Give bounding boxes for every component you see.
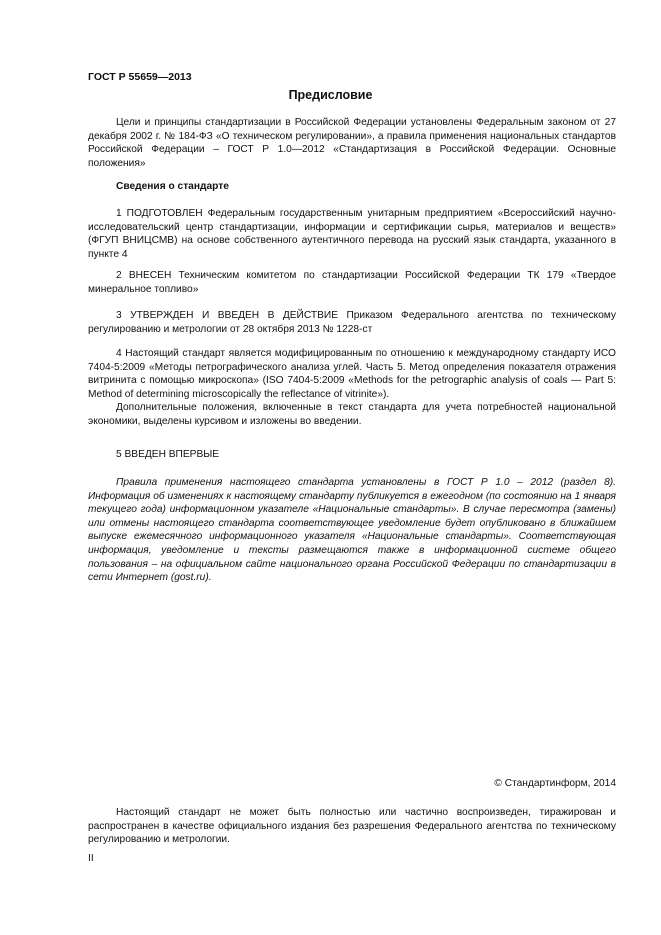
item-4-text: 4 Настоящий стандарт является модифицированным по отношению к международному стандарту ИСО 7404-5:2009 «Методы петрографического анализа углей. Часть 5. Метод определения показателя отражения витринита с помощью микроскопа» (ISO 7404-5:2009 «Methods for the petrographic analysis of coals — Part 5: Method of determining microscopically the reflectance of vitrinite»). <box>88 348 616 400</box>
page-title: Предисловие <box>288 88 373 102</box>
item-4 <box>88 347 616 429</box>
copyright-line: © Стандартинформ, 2014 <box>494 778 616 789</box>
item-3 <box>88 309 616 336</box>
intro-paragraph <box>88 116 616 170</box>
item-1-text: 1 ПОДГОТОВЛЕН Федеральным государственным унитарным предприятием «Всероссийский научно-исследовательский центр стандартизации, информации и сертификации сырья, материалов и веществ» (ФГУП ВНИЦСМВ) на основе собственного аутентичного перевода на русский язык стандарта, указанного в пункте 4 <box>88 208 616 260</box>
item-2 <box>88 269 616 296</box>
item-4-extra-text: Дополнительные положения, включенные в текст стандарта для учета потребностей национальной экономики, выделены курсивом и изложены во введении. <box>88 402 616 427</box>
reproduction-note-text: Настоящий стандарт не может быть полностью или частично воспроизведен, тиражирован и распространен в качестве официального издания без разрешения Федерального агентства по техническому регулированию и метрологии. <box>88 807 616 846</box>
intro-text: Цели и принципы стандартизации в Российской Федерации установлены Федеральным законом от 27 декабря 2002 г. № 184-ФЗ «О техническом регулировании», а правила применения национальных стандартов Российской Федерации – ГОСТ Р 1.0—2012 «Стандартизация в Российской Федерации. Основные положения» <box>88 117 616 169</box>
item-2-text: 2 ВНЕСЕН Техническим комитетом по стандартизации Российской Федерации ТК 179 «Твердое минеральное топливо» <box>88 270 616 295</box>
item-5-text: 5 ВВЕДЕН ВПЕРВЫЕ <box>116 449 220 460</box>
reproduction-note <box>88 806 616 847</box>
standard-id-header: ГОСТ Р 55659—2013 <box>88 71 192 83</box>
section-heading: Сведения о стандарте <box>116 181 229 192</box>
item-5 <box>88 448 616 462</box>
item-3-text: 3 УТВЕРЖДЕН И ВВЕДЕН В ДЕЙСТВИЕ Приказом Федерального агентства по техническому регулированию и метрологии от 28 октября 2013 № 1228-ст <box>88 310 616 335</box>
page-number: II <box>88 853 94 864</box>
notice-block <box>88 476 616 585</box>
item-1 <box>88 207 616 261</box>
notice-text: Правила применения настоящего стандарта установлены в ГОСТ Р 1.0 – 2012 (раздел 8). Информация об изменениях к настоящему стандарту публикуется в ежегодном (по состоянию на 1 января текущего года) информационном указателе «Национальные стандарты». В случае пересмотра (замены) или отмены настоящего стандарта соответствующее уведомление будет опубликовано в ближайшем выпуске ежемесячного информационного указателя «Национальные стандарты». Соответствующая информация, уведомление и тексты размещаются также в информационной системе общего пользования – на официальном сайте национального органа Российской Федерации по стандартизации в сети Интернет (gost.ru). <box>88 477 616 584</box>
